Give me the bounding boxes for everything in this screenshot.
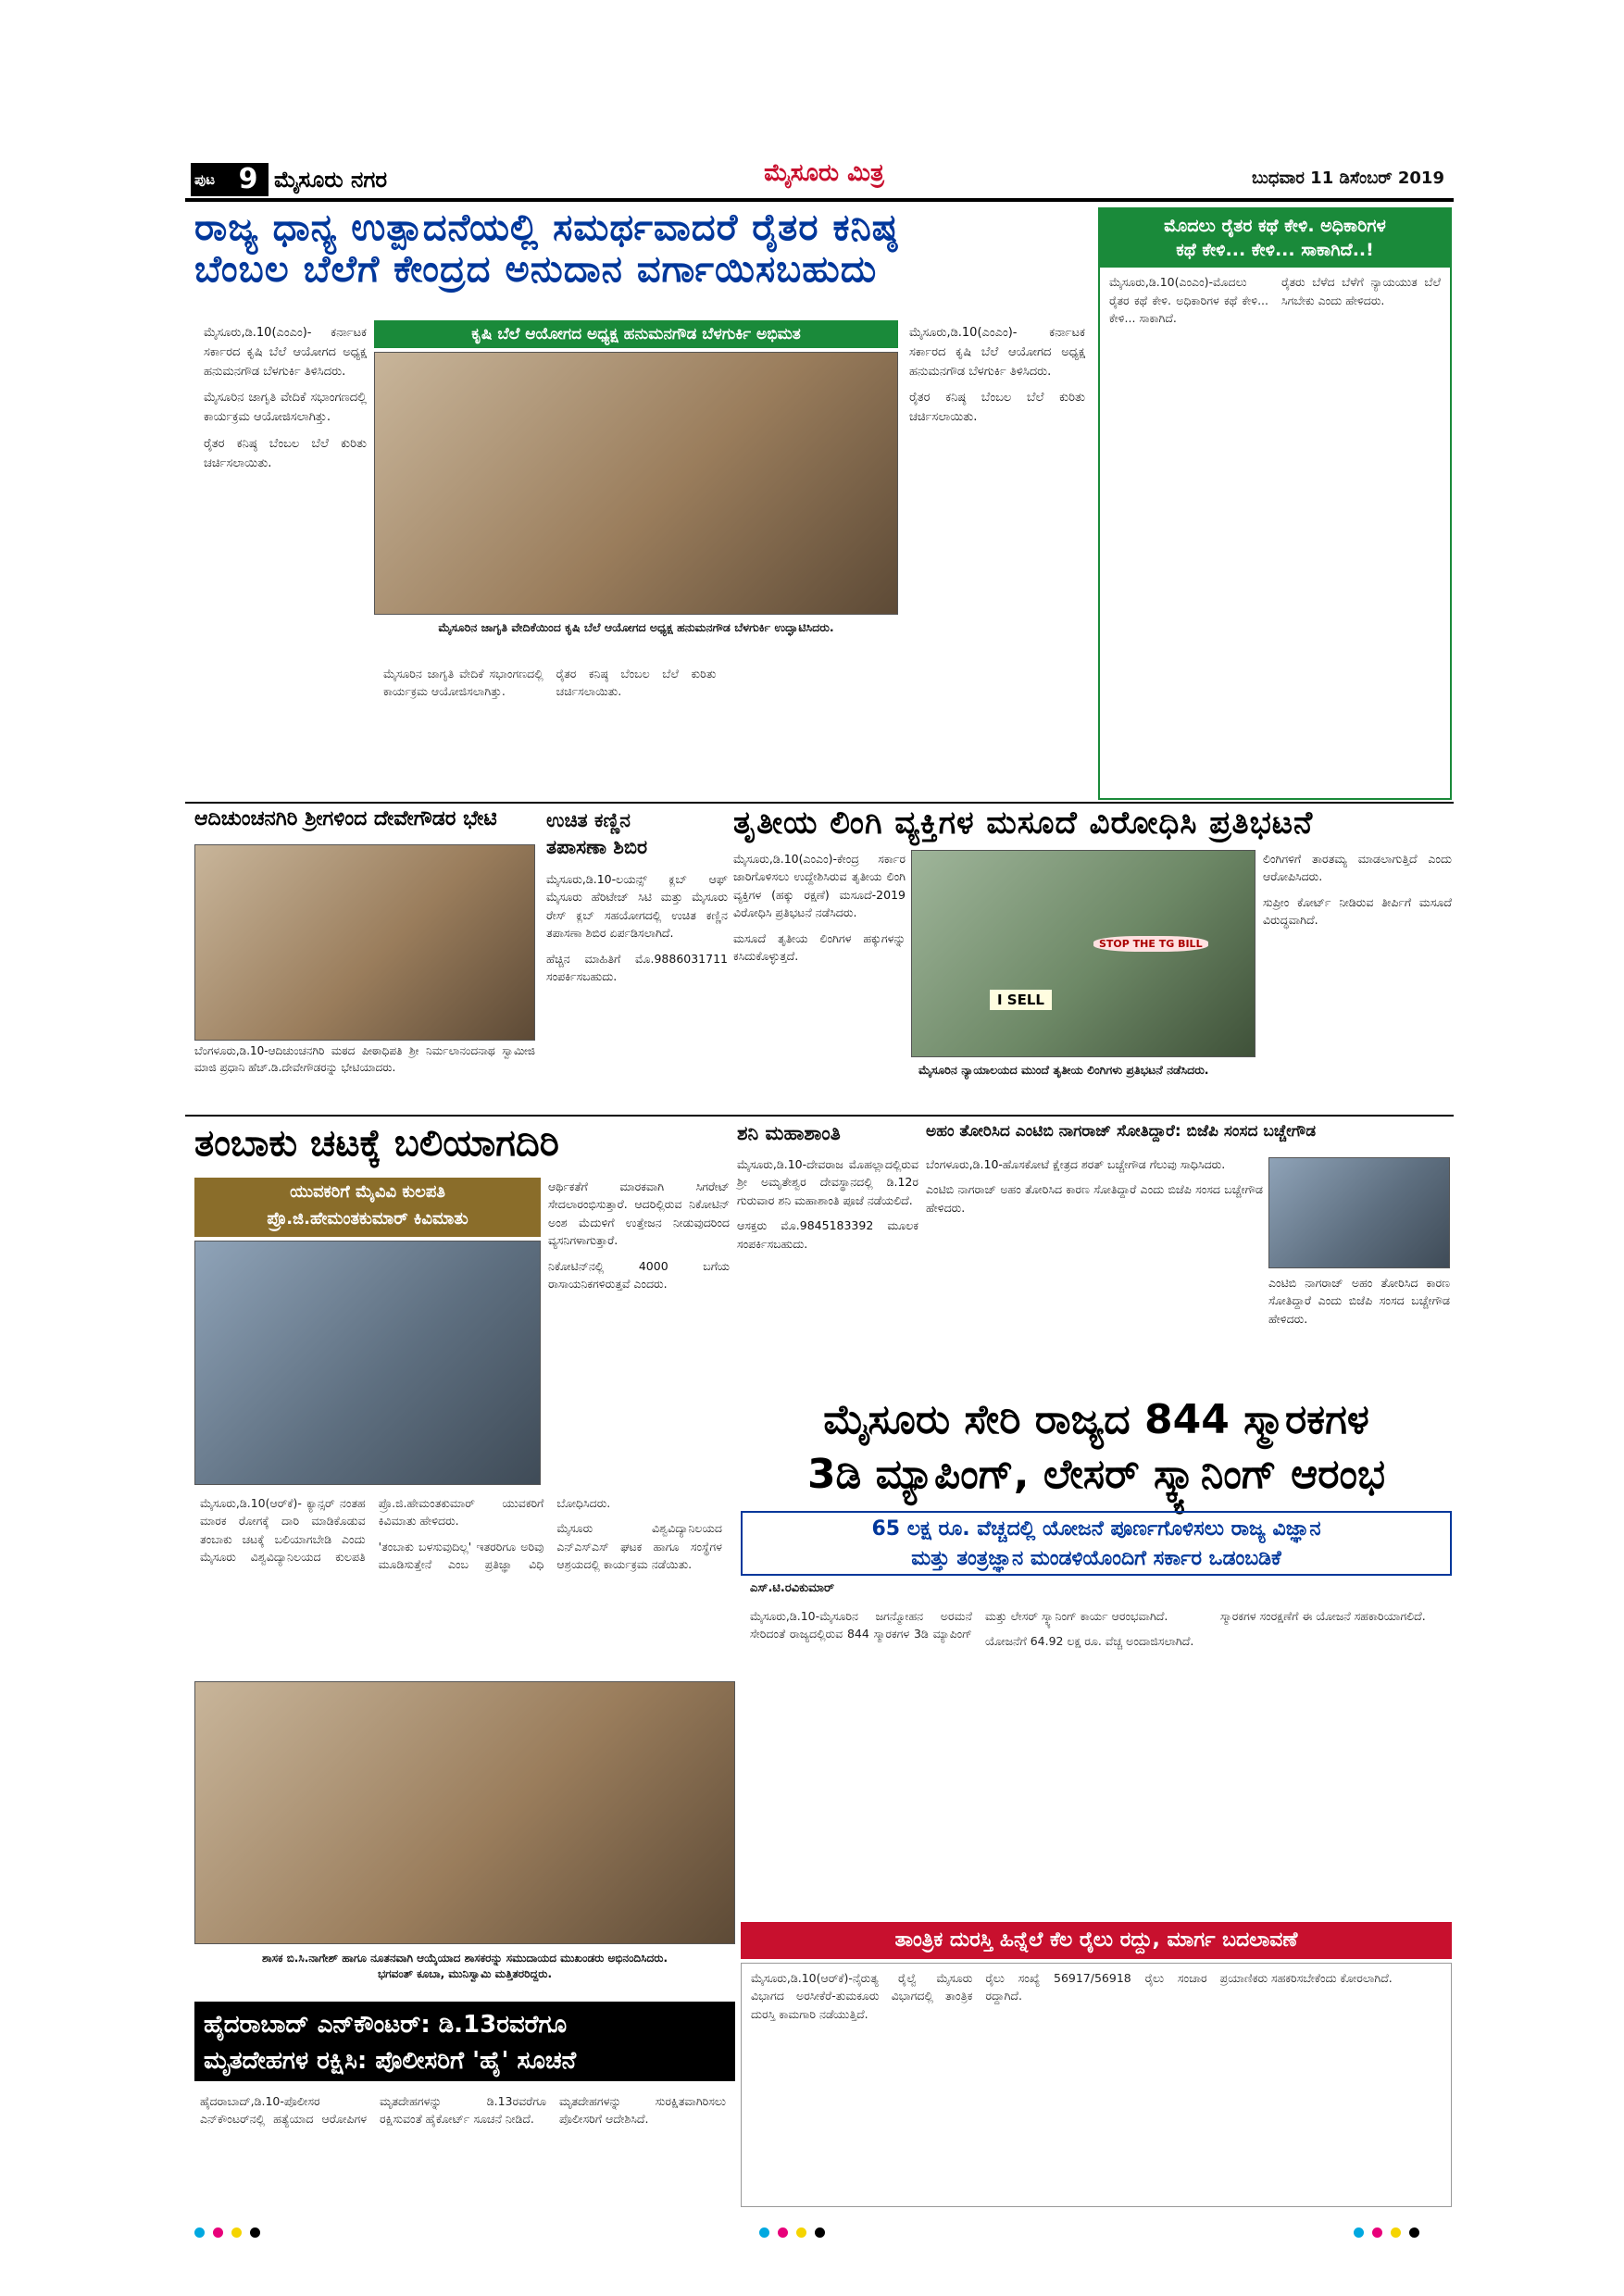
lead-paragraph: ಮೈಸೂರು,ಡಿ.10(ಎಂಎಂ)- ಕರ್ನಾಟಕ ಸರ್ಕಾರದ ಕೃಷಿ ಬೆಲೆ ಆಯೋಗದ ಅಧ್ಯಕ್ಷ ಹನುಮನಗೌಡ ಬೆಳಗುರ್ಕಿ ತಿಳಿಸಿದರು. [204, 326, 367, 379]
monuments-subhead [741, 1511, 1452, 1576]
black-dot [1409, 2227, 1419, 2238]
page-label-box [191, 163, 228, 196]
registration-dots-center [759, 2224, 870, 2239]
rail-paragraph: ರೈಲು ಸಂಖ್ಯೆ 56917/56918 ರೈಲು ಸಂಚಾರ ರದ್ದಾಗಿದೆ. [985, 1971, 1207, 2003]
monuments-paragraph: ಯೋಜನೆಗೆ 64.92 ಲಕ್ಷ ರೂ. ವೆಚ್ಚ ಅಂದಾಜಿಸಲಾಗಿದೆ. [985, 1634, 1194, 1649]
eyecamp-headline-line1: ಉಚಿತ ಕಣ್ಣಿನ [546, 809, 631, 831]
protest-paragraph: ಮಸೂದೆ ತೃತೀಯ ಲಿಂಗಿಗಳ ಹಕ್ಕುಗಳನ್ನು ಕಸಿದುಕೊಳ್ಳುತ್ತದೆ. [733, 930, 906, 963]
seer-headline: ಆದಿಚುಂಚನಗಿರಿ ಶ್ರೀಗಳಿಂದ ದೇವೇಗೌಡರ ಭೇಟಿ [194, 807, 497, 830]
tobacco-paragraph: ಮೈಸೂರು ವಿಶ್ವವಿದ್ಯಾನಿಲಯದ ಎನ್‌ಎಸ್‌ಎಸ್ ಘಟಕ ಹಾಗೂ ಸಂಸ್ಥೆಗಳ ಆಶ್ರಯದಲ್ಲಿ ಕಾರ್ಯಕ್ರಮ ನಡೆಯಿತು. [556, 1521, 722, 1572]
shani-paragraph: ಮೈಸೂರು,ಡಿ.10-ದೇವರಾಜ ಮೊಹಲ್ಲಾದಲ್ಲಿರುವ ಶ್ರೀ ಅಮೃತೇಶ್ವರ ದೇವಸ್ಥಾನದಲ್ಲಿ ಡಿ.12ರ ಗುರುವಾರ ಶನಿ ಮಹಾಶಾಂತಿ ಪೂಜೆ ನಡೆಯಲಿದೆ. [737, 1157, 918, 1207]
magenta-dot [778, 2227, 788, 2238]
yellow-dot [1391, 2227, 1401, 2238]
page-number: 9 [228, 163, 269, 196]
lead-photo-caption: ಮೈಸೂರಿನ ಜಾಗೃತಿ ವೇದಿಕೆಯಿಂದ ಕೃಷಿ ಬೆಲೆ ಆಯೋಗದ ಅಧ್ಯಕ್ಷ ಹನುಮನಗೌಡ ಬೆಳಗುರ್ಕಿ ಉದ್ಘಾಟಿಸಿದರು. [438, 620, 834, 634]
encounter-paragraph: ಮೃತದೇಹಗಳನ್ನು ಸುರಕ್ಷಿತವಾಗಿರಿಸಲು ಪೊಲೀಸರಿಗೆ ಆದೇಶಿಸಿದೆ. [559, 2094, 726, 2127]
registration-dots-right [1354, 2224, 1465, 2239]
mp-body [926, 1155, 1263, 1389]
tobacco-paragraph: ನಿಕೋಟಿನ್‌ನಲ್ಲಿ 4000 ಬಗೆಯ ರಾಸಾಯನಿಕಗಳಿರುತ್ತವೆ ಎಂದರು. [548, 1258, 730, 1291]
encounter-paragraph: ಹೈದರಾಬಾದ್,ಡಿ.10-ಪೊಲೀಸರ ಎನ್‌ಕೌಂಟರ್‌ನಲ್ಲಿ ಹತ್ಯೆಯಾದ ಆರೋಪಿಗಳ ಮೃತದೇಹಗಳನ್ನು ಡಿ.13ರವರೆಗೂ ರಕ್ಷಿಸುವಂತೆ ಹೈಕೋರ್ಟ್ ಸೂಚನೆ ನೀಡಿದೆ. [200, 2094, 546, 2127]
lead-paragraph: ಮೈಸೂರಿನ ಜಾಗೃತಿ ವೇದಿಕೆ ಸಭಾಂಗಣದಲ್ಲಿ ಕಾರ್ಯಕ್ರಮ ಆಯೋಜಿಸಲಾಗಿತ್ತು. [383, 667, 543, 699]
rail-body [741, 1963, 1452, 2207]
tobacco-kicker-line2: ಪ್ರೊ.ಜಿ.ಹೇಮಂತಕುಮಾರ್ ಕಿವಿಮಾತು [267, 1208, 468, 1229]
tobacco-paragraph: 'ತಂಬಾಕು ಬಳಸುವುದಿಲ್ಲ' ಇತರರಿಗೂ ಅರಿವು ಮೂಡಿಸುತ್ತೇನೆ ಎಂಬ ಪ್ರತಿಜ್ಞಾ ವಿಧಿ ಬೋಧಿಸಿದರು. [378, 1496, 611, 1572]
boxed-title-line1: ಮೊದಲು ರೈತರ ಕಥೆ ಕೇಳಿ. ಅಧಿಕಾರಿಗಳ [1164, 216, 1386, 236]
tobacco-paragraph: ಆರ್ಥಿಕತೆಗೆ ಮಾರಕವಾಗಿ ಸಿಗರೇಟ್ ಸೇದಲಾರಂಭಿಸುತ್ತಾರೆ. ಆದರಿಲ್ಲಿರುವ ನಿಕೋಟಿನ್ ಅಂಶ ಮೆದುಳಿಗೆ ಉತ್ತೇಜನ ನೀಡುವುದರಿಂದ ವ್ಯಸನಿಗಳಾಗುತ್ತಾರೆ. [548, 1179, 730, 1248]
rule-section-2 [185, 1115, 1454, 1117]
lead-body-right [900, 318, 1094, 800]
eyecamp-paragraph: ಹೆಚ್ಚಿನ ಮಾಹಿತಿಗೆ ಮೊ.9886031711 ಸಂಪರ್ಕಿಸಬಹುದು. [546, 951, 728, 983]
lead-headline-line1: ರಾಜ್ಯ ಧಾನ್ಯ ಉತ್ಪಾದನೆಯಲ್ಲಿ ಸಮರ್ಥವಾದರೆ ರೈತರ ಕನಿಷ್ಠ [194, 206, 898, 249]
page-label: ಪುಟ [194, 171, 216, 188]
protest-paragraph: ಮೈಸೂರು,ಡಿ.10(ಎಂಎಂ)-ಕೇಂದ್ರ ಸರ್ಕಾರ ಜಾರಿಗೊಳಿಸಲು ಉದ್ದೇಶಿಸಿರುವ ತೃತೀಯ ಲಿಂಗಿ ವ್ಯಕ್ತಿಗಳ (ಹಕ್ಕು ರಕ್ಷಣೆ) ಮಸೂದೆ-2019 ವಿರೋಧಿಸಿ ಪ್ರತಿಭಟನೆ ನಡೆಸಿದರು. [733, 852, 906, 920]
protest-paragraph: ಲಿಂಗಿಗಳಿಗೆ ತಾರತಮ್ಯ ಮಾಡಲಾಗುತ್ತಿದೆ ಎಂದು ಆರೋಪಿಸಿದರು. [1263, 852, 1452, 884]
magenta-dot [1372, 2227, 1382, 2238]
boxed-paragraph: ಮೈಸೂರು,ಡಿ.10(ಎಂಎಂ)-ಮೊದಲು ರೈತರ ಕಥೆ ಕೇಳಿ. ಅಧಿಕಾರಿಗಳ ಕಥೆ ಕೇಳಿ... ಕೇಳಿ... ಸಾಕಾಗಿದೆ. [1109, 275, 1268, 326]
rail-headline: ತಾಂತ್ರಿಕ ದುರಸ್ತಿ ಹಿನ್ನೆಲೆ ಕೆಲ ರೈಲು ರದ್ದು, ಮಾರ್ಗ ಬದಲಾವಣೆ [741, 1922, 1452, 1959]
tobacco-photo [194, 1241, 541, 1485]
lead-body-under-photo [374, 659, 898, 798]
group-photo-caption-line1: ಶಾಸಕ ಬಿ.ಸಿ.ನಾಗೇಶ್ ಹಾಗೂ ನೂತನವಾಗಿ ಆಯ್ಕೆಯಾದ ಶಾಸಕರನ್ನು ಸಮುದಾಯದ ಮುಖಂಡರು ಅಭಿನಂದಿಸಿದರು. [261, 1952, 668, 1965]
boxed-story [1098, 207, 1452, 800]
lead-body-left [194, 318, 376, 800]
monuments-subhead-line2: ಮತ್ತು ತಂತ್ರಜ್ಞಾನ ಮಂಡಳಿಯೊಂದಿಗೆ ಸರ್ಕಾರ ಒಡಂಬಡಿಕೆ [911, 1546, 1281, 1570]
mp-headline: ಅಹಂ ತೋರಿಸಿದ ಎಂಟಿಬಿ ನಾಗರಾಜ್ ಸೋತಿದ್ದಾರೆ: ಬಿಜೆಪಿ ಸಂಸದ ಬಚ್ಚೇಗೌಡ [926, 1122, 1317, 1141]
monuments-byline: ಎಸ್.ಟಿ.ರವಿಕುಮಾರ್ [750, 1581, 835, 1595]
group-photo-caption-line2: ಭಗವಂತ್ ಕೂಬಾ, ಮುನಿಸ್ವಾಮಿ ಮತ್ತಿತರರಿದ್ದರು. [377, 1966, 553, 1980]
tobacco-headline: ತಂಬಾಕು ಚಟಕ್ಕೆ ಬಲಿಯಾಗದಿರಿ [194, 1122, 559, 1165]
protest-placard-2: STOP THE TG BILL [1093, 936, 1208, 952]
group-photo [194, 1681, 735, 1944]
tobacco-body-bottom [191, 1489, 731, 1678]
shani-body [737, 1155, 918, 1389]
rule-section-1 [185, 802, 1454, 804]
protest-body-right [1263, 850, 1452, 1111]
eyecamp-paragraph: ಮೈಸೂರು,ಡಿ.10-ಲಯನ್ಸ್ ಕ್ಲಬ್ ಆಫ್ ಮೈಸೂರು ಹೆರಿಟೇಜ್ ಸಿಟಿ ಮತ್ತು ಮೈಸೂರು ರೇಸ್ ಕ್ಲಬ್ ಸಹಯೋಗದಲ್ಲಿ ಉಚಿತ ಕಣ್ಣಿನ ತಪಾಸಣಾ ಶಿಬಿರ ಏರ್ಪಡಿಸಲಾಗಿದೆ. [546, 872, 728, 941]
mp-paragraph: ಎಂಟಿಬಿ ನಾಗರಾಜ್ ಅಹಂ ತೋರಿಸಿದ ಕಾರಣ ಸೋತಿದ್ದಾರೆ ಎಂದು ಬಿಜೆಪಿ ಸಂಸದ ಬಚ್ಚೇಗೌಡ ಹೇಳಿದರು. [1268, 1276, 1450, 1326]
tobacco-body-right [548, 1178, 730, 1485]
lead-paragraph: ಮೈಸೂರಿನ ಜಾಗೃತಿ ವೇದಿಕೆ ಸಭಾಂಗಣದಲ್ಲಿ ಕಾರ್ಯಕ್ರಮ ಆಯೋಜಿಸಲಾಗಿತ್ತು. [204, 391, 367, 425]
date-line: ಬುಧವಾರ 11 ಡಿಸೆಂಬರ್ 2019 [1251, 168, 1444, 188]
black-dot [250, 2227, 260, 2238]
black-dot [815, 2227, 825, 2238]
group-photo-caption [194, 1948, 735, 1998]
rail-paragraph: ಪ್ರಯಾಣಿಕರು ಸಹಕರಿಸಬೇಕೆಂದು ಕೋರಲಾಗಿದೆ. [1219, 1971, 1393, 1985]
paper-name: ಮೈಸೂರು ಮಿತ್ರ [764, 159, 884, 187]
tobacco-kicker-line1: ಯುವಕರಿಗೆ ಮೈವಿವಿ ಕುಲಪತಿ [290, 1182, 445, 1202]
tobacco-paragraph: ಮೈಸೂರು,ಡಿ.10(ಆರ್‌ಕೆ)- ಕ್ಯಾನ್ಸರ್ ನಂತಹ ಮಾರಕ ರೋಗಕ್ಕೆ ದಾರಿ ಮಾಡಿಕೊಡುವ ತಂಬಾಕು ಚಟಕ್ಕೆ ಬಲಿಯಾಗಬೇಡಿ ಎಂದು ಮೈಸೂರು ವಿಶ್ವವಿದ್ಯಾನಿಲಯದ ಕುಲಪತಿ ಪ್ರೊ.ಜಿ.ಹೇಮಂತಕುಮಾರ್ ಯುವಕರಿಗೆ ಕಿವಿಮಾತು ಹೇಳಿದರು. [200, 1496, 544, 1565]
shani-paragraph: ಆಸಕ್ತರು ಮೊ.9845183392 ಮೂಲಕ ಸಂಪರ್ಕಿಸಬಹುದು. [737, 1218, 918, 1251]
shani-headline: ಶನಿ ಮಹಾಶಾಂತಿ [737, 1122, 841, 1144]
boxed-title [1100, 209, 1450, 268]
cyan-dot [1354, 2227, 1364, 2238]
protest-photo [911, 850, 1255, 1057]
monuments-headline-line1: ಮೈಸೂರು ಸೇರಿ ರಾಜ್ಯದ 844 ಸ್ಮಾರಕಗಳ [823, 1396, 1369, 1443]
mp-paragraph: ಎಂಟಿಬಿ ನಾಗರಾಜ್ ಅಹಂ ತೋರಿಸಿದ ಕಾರಣ ಸೋತಿದ್ದಾರೆ ಎಂದು ಬಿಜೆಪಿ ಸಂಸದ ಬಚ್ಚೇಗೌಡ ಹೇಳಿದರು. [926, 1182, 1263, 1215]
lead-photo [374, 352, 898, 615]
cyan-dot [194, 2227, 205, 2238]
lead-paragraph: ಮೈಸೂರು,ಡಿ.10(ಎಂಎಂ)- ಕರ್ನಾಟಕ ಸರ್ಕಾರದ ಕೃಷಿ ಬೆಲೆ ಆಯೋಗದ ಅಧ್ಯಕ್ಷ ಹನುಮನಗೌಡ ಬೆಳಗುರ್ಕಿ ತಿಳಿಸಿದರು. [909, 326, 1085, 379]
registration-dots-left [194, 2224, 306, 2239]
masthead-rule [185, 198, 1454, 202]
rail-paragraph: ಮೈಸೂರು,ಡಿ.10(ಆರ್‌ಕೆ)-ನೈರುತ್ಯ ರೈಲ್ವೆ ಮೈಸೂರು ವಿಭಾಗದ ಅರಸೀಕೆರೆ-ತುಮಕೂರು ವಿಭಾಗದಲ್ಲಿ ತಾಂತ್ರಿಕ ದುರಸ್ತಿ ಕಾಮಗಾರಿ ನಡೆಯುತ್ತಿದೆ. [751, 1971, 973, 2021]
seer-caption: ಬೆಂಗಳೂರು,ಡಿ.10-ಆದಿಚುಂಚನಗಿರಿ ಮಠದ ಪೀಠಾಧಿಪತಿ ಶ್ರೀ ನಿರ್ಮಲಾನಂದನಾಥ ಸ್ವಾಮೀಜಿ ಮಾಜಿ ಪ್ರಧಾನಿ ಹೆಚ್.ಡಿ.ದೇವೇಗೌಡರನ್ನು ಭೇಟಿಯಾದರು. [194, 1044, 535, 1074]
encounter-headline [194, 2002, 735, 2081]
cyan-dot [759, 2227, 769, 2238]
mp-body-right [1268, 1274, 1450, 1389]
encounter-headline-line2: ಮೃತದೇಹಗಳ ರಕ್ಷಿಸಿ: ಪೊಲೀಸರಿಗೆ 'ಹೈ' ಸೂಚನೆ [204, 2047, 577, 2075]
yellow-dot [231, 2227, 242, 2238]
monuments-paragraph: ಮೈಸೂರು,ಡಿ.10-ಮೈಸೂರಿನ ಜಗನ್ಮೋಹನ ಅರಮನೆ ಸೇರಿದಂತೆ ರಾಜ್ಯದಲ್ಲಿರುವ 844 ಸ್ಮಾರಕಗಳ 3ಡಿ ಮ್ಯಾಪಿಂಗ್ ಮತ್ತು ಲೇಸರ್ ಸ್ಕ್ಯಾನಿಂಗ್ ಕಾರ್ಯ ಆರಂಭವಾಗಿದೆ. [750, 1609, 1168, 1641]
mp-portrait [1268, 1157, 1450, 1268]
magenta-dot [213, 2227, 223, 2238]
lead-paragraph: ರೈತರ ಕನಿಷ್ಠ ಬೆಂಬಲ ಬೆಲೆ ಕುರಿತು ಚರ್ಚಿಸಲಾಯಿತು. [909, 391, 1085, 425]
monuments-headline-line2: 3ಡಿ ಮ್ಯಾಪಿಂಗ್, ಲೇಸರ್ ಸ್ಕ್ಯಾನಿಂಗ್ ಆರಂಭ [806, 1451, 1386, 1499]
protest-paragraph: ಸುಪ್ರೀಂ ಕೋರ್ಟ್ ನೀಡಿರುವ ತೀರ್ಪಿಗೆ ಮಸೂದೆ ವಿರುದ್ಧವಾಗಿದೆ. [1263, 894, 1452, 928]
eyecamp-headline-line2: ತಪಾಸಣಾ ಶಿಬಿರ [546, 836, 648, 859]
encounter-headline-line1: ಹೈದರಾಬಾದ್ ಎನ್‌ಕೌಂಟರ್: ಡಿ.13ರವರೆಗೂ [204, 2011, 568, 2039]
boxed-title-line2: ಕಥೆ ಕೇಳಿ... ಕೇಳಿ... ಸಾಕಾಗಿದೆ..! [1176, 239, 1374, 260]
protest-body-left [733, 850, 906, 1111]
seer-photo [194, 844, 535, 1041]
lead-paragraph: ರೈತರ ಕನಿಷ್ಠ ಬೆಂಬಲ ಬೆಲೆ ಕುರಿತು ಚರ್ಚಿಸಲಾಯಿತು. [204, 436, 367, 470]
monuments-subhead-line1: 65 ಲಕ್ಷ ರೂ. ವೆಚ್ಚದಲ್ಲಿ ಯೋಜನೆ ಪೂರ್ಣಗೊಳಿಸಲು ರಾಜ್ಯ ವಿಜ್ಞಾನ [871, 1517, 1321, 1541]
lead-headline [194, 207, 1093, 313]
boxed-paragraph: ರೈತರು ಬೆಳೆದ ಬೆಳೆಗೆ ನ್ಯಾಯಯುತ ಬೆಲೆ ಸಿಗಬೇಕು ಎಂದು ಹೇಳಿದರು. [1281, 275, 1441, 307]
protest-headline: ತೃತೀಯ ಲಿಂಗಿ ವ್ಯಕ್ತಿಗಳ ಮಸೂದೆ ವಿರೋಧಿಸಿ ಪ್ರತಿಭಟನೆ [733, 805, 1314, 842]
protest-placard-1: I SELL [990, 990, 1052, 1010]
lead-paragraph: ರೈತರ ಕನಿಷ್ಠ ಬೆಂಬಲ ಬೆಲೆ ಕುರಿತು ಚರ್ಚಿಸಲಾಯಿತು. [556, 667, 717, 699]
yellow-dot [796, 2227, 806, 2238]
encounter-body [191, 2087, 735, 2207]
lead-headline-line2: ಬೆಂಬಲ ಬೆಲೆಗೆ ಕೇಂದ್ರದ ಅನುದಾನ ವರ್ಗಾಯಿಸಬಹುದು [194, 247, 878, 291]
mp-paragraph: ಬೆಂಗಳೂರು,ಡಿ.10-ಹೊಸಕೋಟೆ ಕ್ಷೇತ್ರದ ಶರತ್ ಬಚ್ಚೇಗೌಡ ಗೆಲುವು ಸಾಧಿಸಿದರು. [926, 1157, 1226, 1171]
monuments-paragraph: ಸ್ಮಾರಕಗಳ ಸಂರಕ್ಷಣೆಗೆ ಈ ಯೋಜನೆ ಸಹಕಾರಿಯಾಗಲಿದೆ. [1220, 1609, 1426, 1623]
monuments-headline [741, 1392, 1452, 1507]
monuments-body [741, 1602, 1452, 1916]
protest-caption: ಮೈಸೂರಿನ ನ್ಯಾಯಾಲಯದ ಮುಂದೆ ತೃತೀಯ ಲಿಂಗಿಗಳು ಪ್ರತಿಭಟನೆ ನಡೆಸಿದರು. [918, 1063, 1209, 1077]
eyecamp-body [546, 870, 728, 1111]
lead-kicker: ಕೃಷಿ ಬೆಲೆ ಆಯೋಗದ ಅಧ್ಯಕ್ಷ ಹನುಮನಗೌಡ ಬೆಳಗುರ್ಕಿ ಅಭಿಮತ [374, 320, 898, 348]
section-title: ಮೈಸೂರು ನಗರ [274, 167, 388, 193]
eyecamp-headline [546, 807, 728, 865]
tobacco-kicker [194, 1178, 541, 1237]
